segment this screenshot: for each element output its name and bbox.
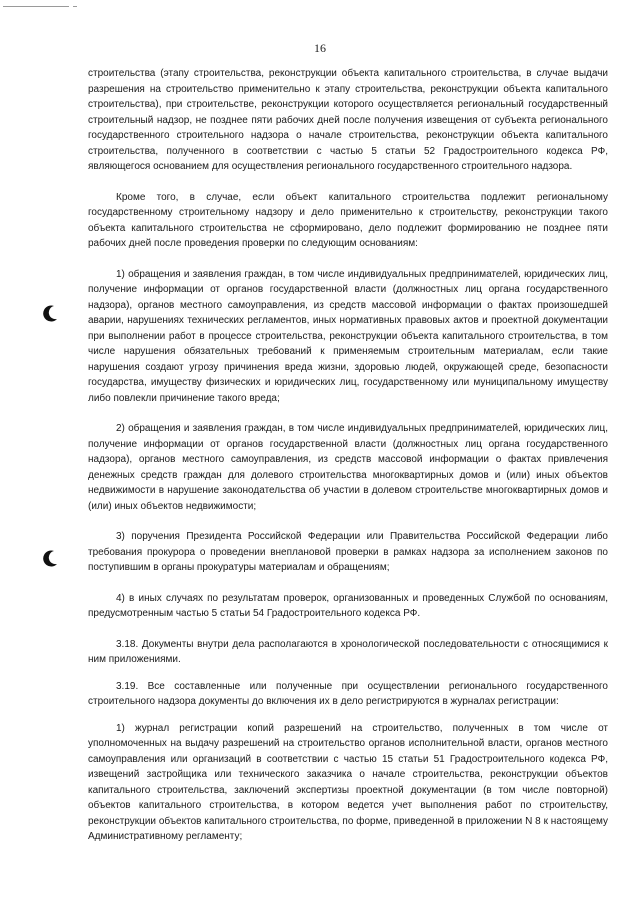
crescent-punch-mark-icon xyxy=(41,304,59,322)
scan-edge-mark xyxy=(3,6,69,7)
crescent-punch-mark-icon xyxy=(41,549,59,567)
page-number: 16 xyxy=(314,41,326,55)
paragraph-journal-1: 1) журнал регистрации копий разрешений на строительство, полученных в том числе от уполномоченных на выдачу разрешений на строительство органов исполнительной власти, органов местного самоуправления или организаций в соответствии с частью 15 статьи 51 Градостроительного кодекса РФ, извещений застройщика или технического заказчика о начале строительства, реконструкции объектов капитального строительства, заключений экспертизы проектной документации (в том числе повторной) объектов капитального строительства, в котором ведется учет выполнения работ по строительству, реконструкции объектов капитального строительства, по форме, приведенной в приложении N 8 к настоящему Административному регламенту; xyxy=(88,722,608,842)
paragraph-intro-grounds: Кроме того, в случае, если объект капитального строительства подлежит региональному государственному строительному надзору и дело применительно к строительству, реконструкции такого объекта капитального строительства не сформировано, дело подлежит формированию не позднее пяти рабочих дней после проведения проверки по следующим основаниям: xyxy=(88,191,608,249)
paragraph-3-18: 3.18. Документы внутри дела располагаются в хронологической последовательности с относящимися к ним приложениями. xyxy=(88,638,608,665)
paragraph-ground-2: 2) обращения и заявления граждан, в том числе индивидуальных предпринимателей, юридических лиц, получение информации от органов государственной власти (должностных лиц органа государственного надзора), органов местного самоуправления, из средств массовой информации о фактах привлечения денежных средств граждан для долевого строительства многоквартирных домов и (или) иных объектов недвижимости в нарушение законодательства об участии в долевом строительстве многоквартирных домов и (или) иных объектов недвижимости; xyxy=(88,423,608,512)
paragraph-continuation: строительства (этапу строительства, реконструкции объекта капитального строительства, в случае выдачи разрешения на строительство применительно к этапу строительства, реконструкции объекта капитального строительства), при строительстве, реконструкции которого осуществляется региональный государственный строительный надзор, не позднее пяти рабочих дней после получения извещения от субъекта регионального государственного строительного надзора о начале строительства, реконструкции объекта капитального строительства, полученного в соответствии с частью 5 статьи 52 Градостроительного кодекса РФ, являющегося основанием для осуществления регионального государственного строительного надзора. xyxy=(88,68,608,172)
document-body xyxy=(88,66,608,860)
paragraph-ground-3: 3) поручения Президента Российской Федерации или Правительства Российской Федерации либо требования прокурора о проведении внеплановой проверки в рамках надзора за исполнением законов по поступившим в органы прокуратуры материалам и обращениям; xyxy=(88,531,608,573)
paragraph-ground-1: 1) обращения и заявления граждан, в том числе индивидуальных предпринимателей, юридических лиц, получение информации от органов государственной власти (должностных лиц органа государственного надзора), органов местного самоуправления, из средств массовой информации о фактах произошедшей аварии, нарушениях технических регламентов, иных нормативных правовых актов и проектной документации при выполнении работ в процессе строительства, реконструкции объекта капитального строительства, в том числе нарушения обязательных требований к применяемым строительным материалам, если такие нарушения создают угрозу причинения вреда жизни, здоровью людей, окружающей среде, безопасности государства, имуществу физических и юридических лиц, государственному или муниципальному имуществу либо повлекли причинение такого вреда; xyxy=(88,268,608,404)
paragraph-ground-4: 4) в иных случаях по результатам проверок, организованных и проведенных Службой по основаниям, предусмотренным частью 5 статьи 54 Градостроительного кодекса РФ. xyxy=(88,592,608,619)
paragraph-3-19: 3.19. Все составленные или полученные при осуществлении регионального государственного строительного надзора документы до включения их в дело регистрируются в журналах регистрации: xyxy=(88,680,608,707)
